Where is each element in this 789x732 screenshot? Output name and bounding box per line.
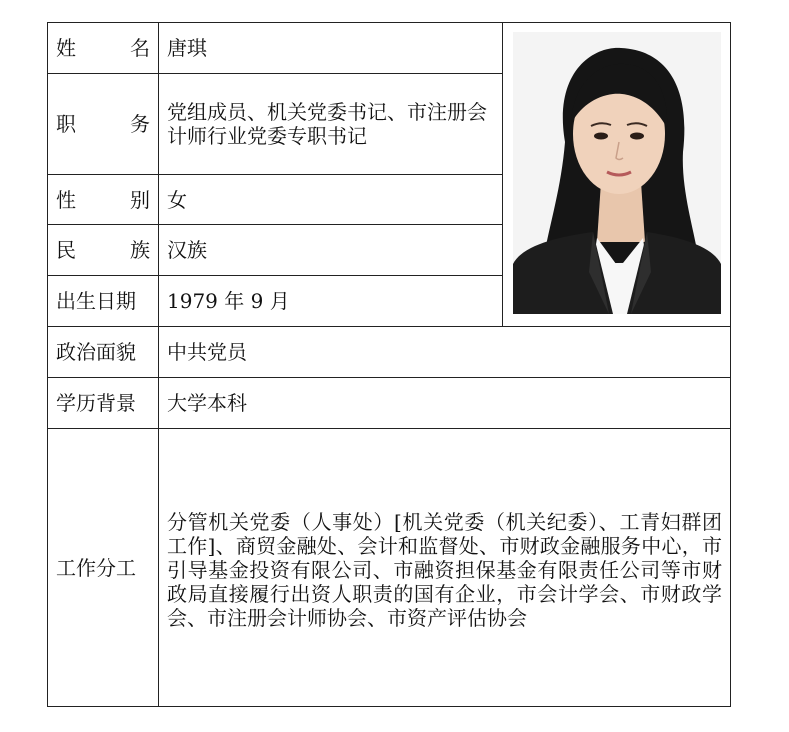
portrait-image (513, 32, 721, 314)
profile-table (47, 22, 731, 707)
position-value: 党组成员、机关党委书记、市注册会计师行业党委专职书记 (159, 74, 503, 175)
table-row (48, 378, 731, 429)
education-label: 学历背景 (48, 378, 159, 429)
education-value: 大学本科 (159, 378, 731, 429)
gender-label: 性别 (48, 175, 159, 225)
ethnicity-label: 民族 (48, 225, 159, 276)
position-label: 职务 (48, 74, 159, 175)
gender-value: 女 (159, 175, 503, 225)
name-label: 姓名 (48, 23, 159, 74)
portrait-photo (513, 32, 721, 314)
political-label: 政治面貌 (48, 327, 159, 378)
ethnicity-value: 汉族 (159, 225, 503, 276)
table-row (48, 429, 731, 707)
table-row (48, 23, 731, 74)
duties-value: 分管机关党委（人事处）[机关党委（机关纪委）、工青妇群团工作]、商贸金融处、会计和监督处、市财政金融服务中心，市引导基金投资有限公司、市融资担保基金有限责任公司等市财政局直接履行出资人职责的国有企业，市会计学会、市财政学会、市注册会计师协会、市资产评估协会 (159, 429, 731, 707)
photo-cell (503, 23, 731, 327)
birth-label: 出生日期 (48, 276, 159, 327)
political-value: 中共党员 (159, 327, 731, 378)
name-value: 唐琪 (159, 23, 503, 74)
table-row (48, 327, 731, 378)
duties-label: 工作分工 (48, 429, 159, 707)
birth-value: 1979 年 9 月 (159, 276, 503, 327)
